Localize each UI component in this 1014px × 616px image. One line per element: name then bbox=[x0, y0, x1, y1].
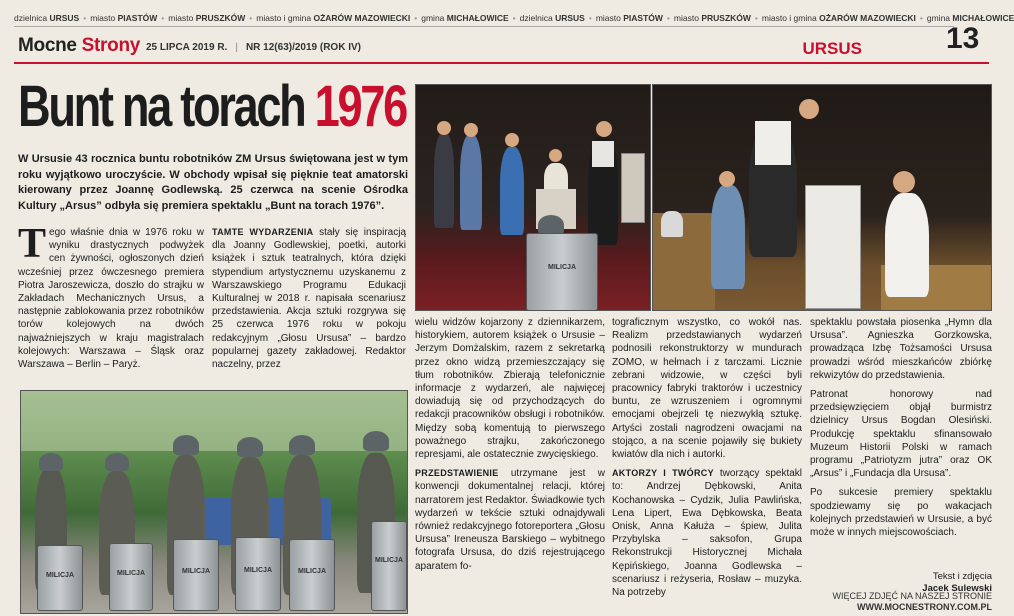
topbar-separator: • bbox=[249, 13, 253, 23]
issue-number: NR 12(63)/2019 (ROK IV) bbox=[245, 42, 361, 53]
topbar-locality: miasto PRUSZKÓW bbox=[168, 13, 246, 23]
topbar-separator: • bbox=[754, 13, 758, 23]
masthead bbox=[18, 33, 918, 59]
topbar-separator: • bbox=[666, 13, 670, 23]
topbar-separator: • bbox=[161, 13, 165, 23]
topbar-locality: miasto PRUSZKÓW bbox=[673, 13, 751, 23]
topbar-separator: • bbox=[512, 13, 516, 23]
topbar-separator: • bbox=[919, 13, 923, 23]
top-locality-bar bbox=[14, 10, 1014, 27]
photo-stage-actors: MILICJA bbox=[415, 84, 651, 311]
topbar-locality: miasto i gmina OŻARÓW MAZOWIECKI bbox=[256, 13, 411, 23]
article-column-3: wielu widzów kojarzony z dziennikarzem, historykiem, autorem książek o Ursusie – Jerzym Domżalskim, razem z sekretarką przez okno widzą przemieszczający się tłum robotników. Zbierają telefonicznie informacje z wydarzeń, ale najwięcej dowiadują się od przychodzących do redakcji pracowników obsługi i robotników. Między sobą komentują to pierwszego poważnego strajku, zakończonego represjami, ale ostatecznie zwycięskiego. PRZEDSTAWIENIE utrzymane jest w konwencji dokumentalnej relacji, której narratorem jest Redaktor. Świadkowie tych wydarzeń w tekście sztuki odnajdywali również redakcyjnego fotoreportera „Głosu Ursusa” Ireneusza Barskiego – wybitnego fotografa Ursusa, do dziś rejestrującego aparatem fo- bbox=[415, 317, 605, 572]
topbar-locality: miasto PIASTÓW bbox=[90, 13, 158, 23]
photo-militia-reenactors: MILICJA MILICJA MILICJA MILICJA MILICJA MILICJA bbox=[20, 390, 408, 614]
article-lead: W Ursusie 43 rocznica buntu robotników ZM Ursus świętowana jest w tym roku wyjątkowo uroczyście. W obchody wpisał się pięknie teat amatorski kierowany przez Joannę Godlewską. 25 czerwca na scenie Ośrodka Kultury „Arsus” odbyła się premiera spektaklu „Bunt na torach 1976”. bbox=[18, 153, 408, 212]
article-column-1: Tego właśnie dnia w 1976 roku w wyniku drastycznych podwyżek cen żywności, ogłoszonych dzień wcześniej przez ówczesnego premiera Piotra Jaroszewicza, doszło do strajku w Zakładach Mechanicznych Ursus, a następnie zablokowania przez robotników torów kolejowych na dwóch najważniejszych w kraju magistralach kolejowych: Warszawa – Śląsk oraz Warszawa – Berlin – Paryż. bbox=[18, 221, 204, 371]
page-number: 13 bbox=[946, 22, 980, 55]
article-column-5: spektaklu powstała piosenka „Hymn dla Ursusa”. Agnieszka Gorzkowska, prowadząca Izbę Tożsamości Ursusa prowadzi wśród mieszkańców zbiórkę rekwizytów do przedstawienia. Patronat honorowy nad przedsięwzięciem objął burmistrz dzielnicy Ursus Bogdan Olesiński. Produkcję spektaklu sfinansowało Muzeum Historii Polski w ramach programu „Patriotyzm jutra” oraz OK „Arsus” i „Fundacja dla Ursusa”. Po sukcesie premiery spektaklu spodziewamy się po wakacjach kolejnych przedstawień w Ursusie, a być może w innych miejscowościach. bbox=[810, 317, 992, 539]
drop-cap: T bbox=[18, 221, 47, 267]
topbar-separator: • bbox=[83, 13, 87, 23]
article-column-2: TAMTE WYDARZENIA stały się inspiracją dla Joanny Godlewskiej, poetki, autorki książek i sztuk teatralnych, która dzięki stypendium artystycznemu uzyskanemu z Warszawskiego Programu Edukacji Kulturalnej w 2018 r. napisała scenariusz przedstawienia. Akcja sztuki rozgrywa się 25 czerwca 1976 roku w pokoju redakcyjnym „Głosu Ursusa” – bardzo popularnej gazety zakładowej. Redaktor naczelny, przez bbox=[212, 227, 407, 371]
issue-info: 25 LIPCA 2019 R. | NR 12(63)/2019 (ROK IV) bbox=[146, 42, 361, 53]
topbar-locality: miasto PIASTÓW bbox=[595, 13, 663, 23]
topbar-separator: • bbox=[588, 13, 592, 23]
issue-date: 25 LIPCA 2019 R. bbox=[146, 42, 228, 53]
footer-website: WIĘCEJ ZDJĘĆ NA NASZEJ STRONIE WWW.MOCNESTRONY.COM.PL bbox=[832, 591, 992, 612]
newspaper-brand: Mocne Strony bbox=[18, 35, 141, 56]
section-label: URSUS bbox=[802, 39, 862, 58]
article-column-4: tograficznym wszystko, co wokół nas. Realizm przedstawianych wydarzeń podnosili rekonstruktorzy w mundurach ZOMO, w hełmach i z tarczami. Licznie zebrani widzowie, w części byli pracownicy fabryki traktorów i uczestnicy buntu, ze wzruszeniem i ogromnymi emocjami obejrzeli tę niezwykłą sztukę. Artyści zostali nagrodzeni owacjami na stojąco, a na scenie pojawiły się bukiety kwiatów dla nich i autorki. AKTORZY I TWÓRCY tworzący spektakl to: Andrzej Dębkowski, Anita Kochanowska – Cydzik, Julia Pawlińska, Lena Lipert, Ewa Dębkowska, Beata Onisk, Anna Kałuża – śpiew, Julita Przybylska – saksofon, Grupa Rekonstrukcji Historycznej Michała Kępińskiego, Joanna Godlewska – scenariusz i reżyseria, Rosław – muzyka. Na potrzeby bbox=[612, 317, 802, 599]
topbar-locality: dzielnica URSUS bbox=[14, 13, 80, 23]
topbar-locality: miasto i gmina OŻARÓW MAZOWIECKI bbox=[761, 13, 916, 23]
photo-stage-scene bbox=[652, 84, 992, 311]
header-divider bbox=[14, 62, 989, 64]
photo-credit: Tekst i zdjęcia Jacek Sulewski bbox=[922, 571, 992, 594]
topbar-locality: gmina MICHAŁOWICE bbox=[926, 13, 1014, 23]
article-headline: Bunt na torach 1976 bbox=[18, 74, 406, 139]
topbar-separator: • bbox=[414, 13, 418, 23]
topbar-locality: dzielnica URSUS bbox=[519, 13, 585, 23]
topbar-locality: gmina MICHAŁOWICE bbox=[421, 13, 509, 23]
